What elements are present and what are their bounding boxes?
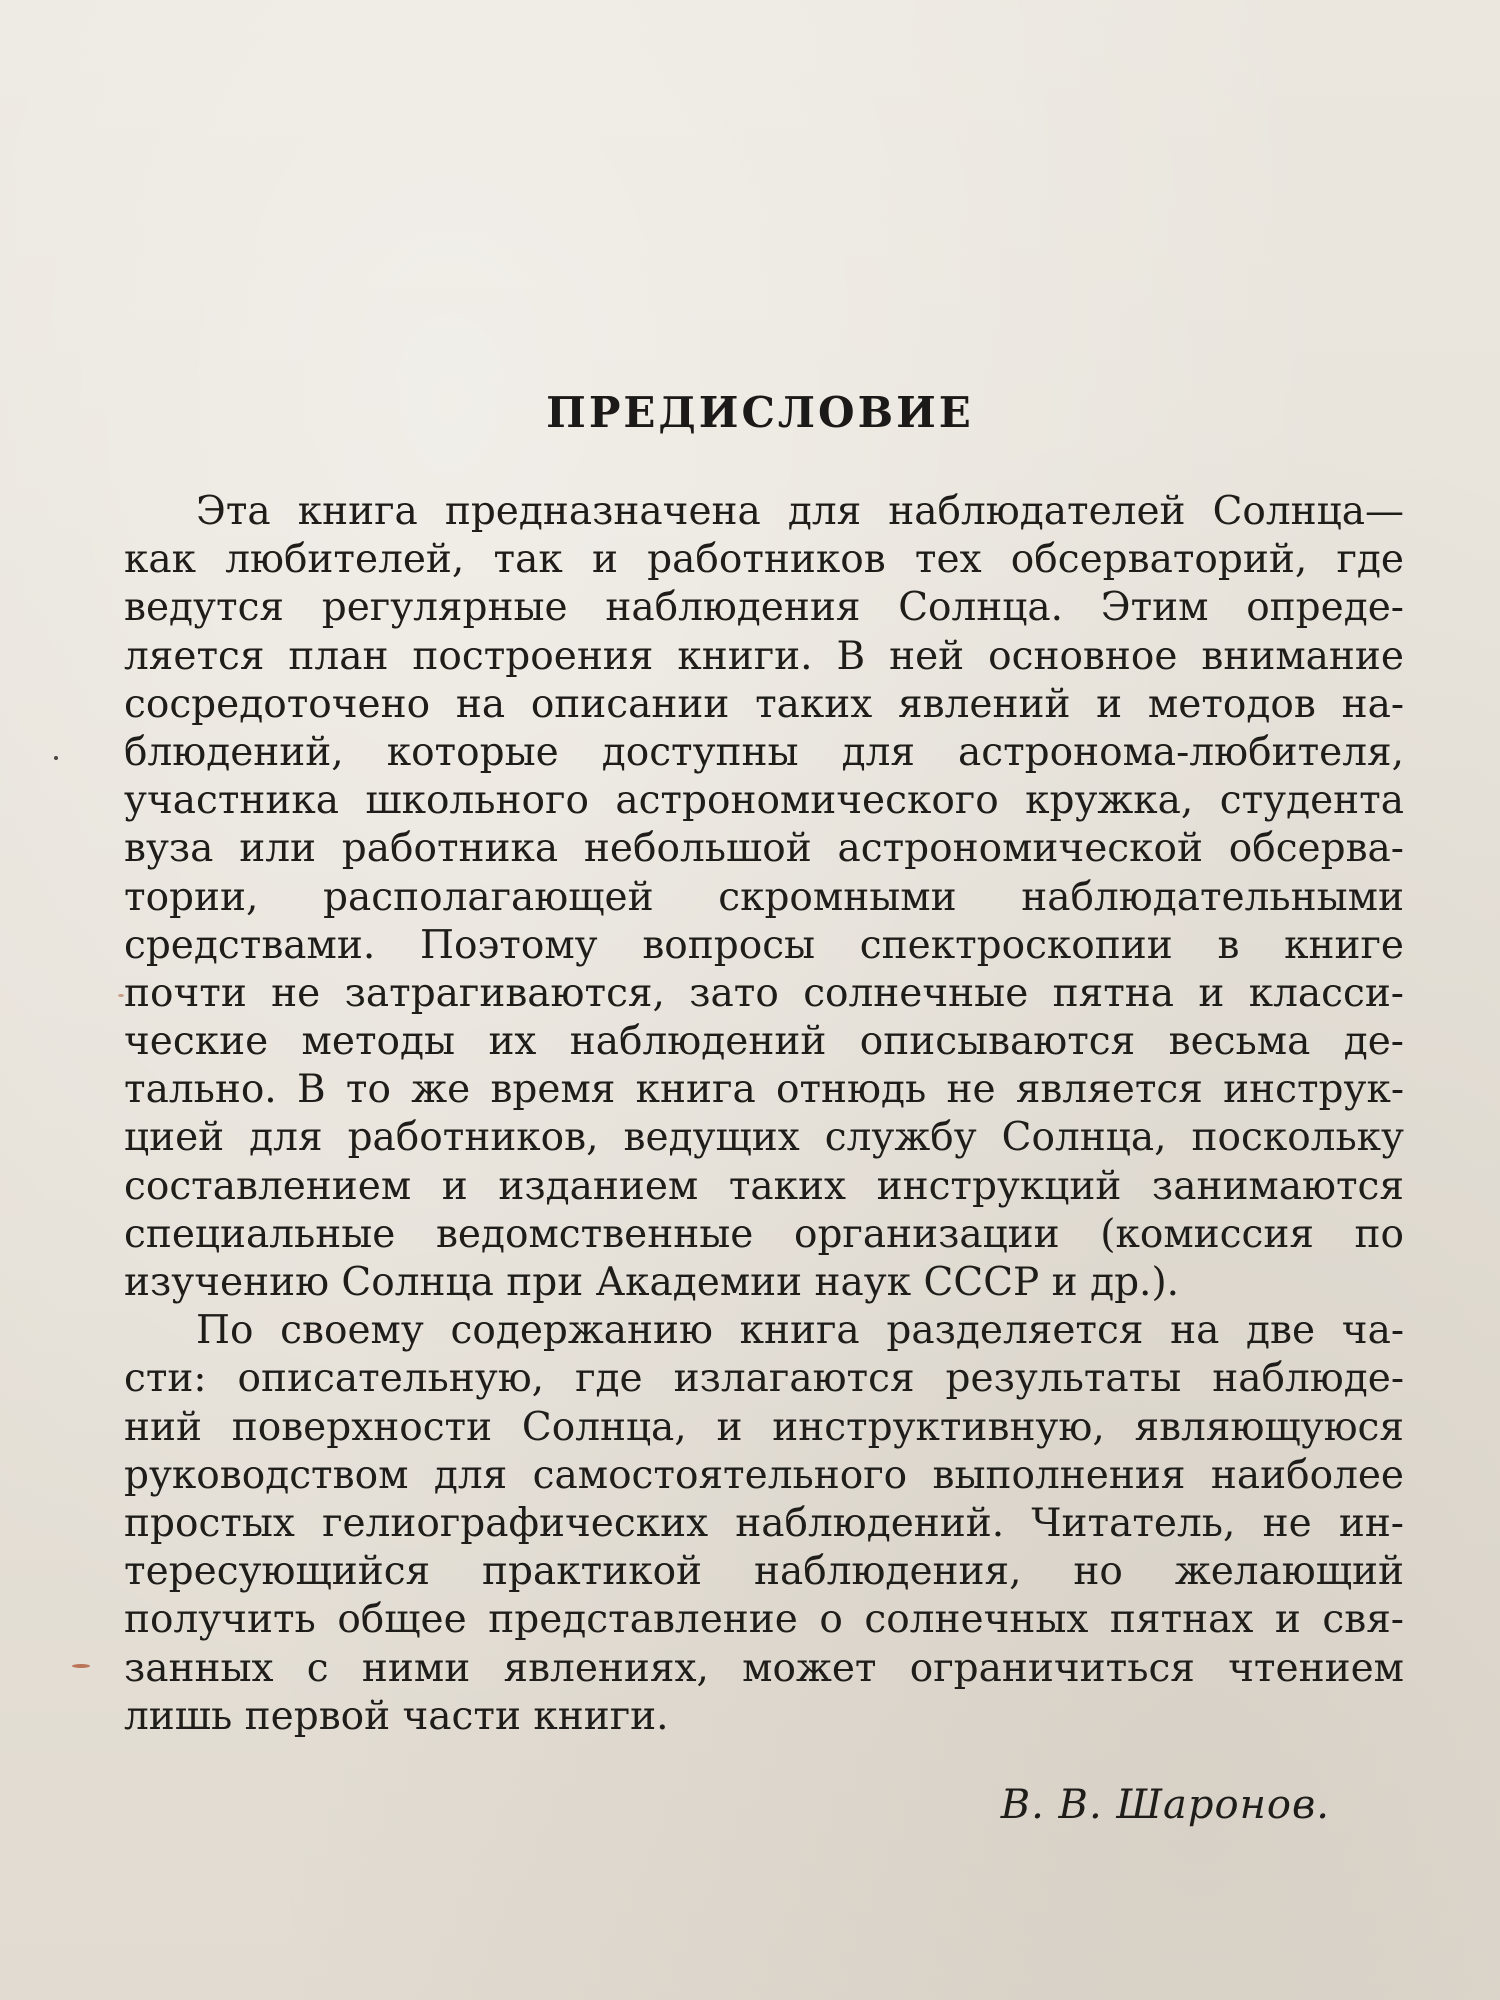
text-line: занных с ними явлениях, может ограничиться чтением bbox=[124, 1645, 1404, 1691]
text-line: вуза или работника небольшой астрономической обсерва- bbox=[124, 826, 1404, 872]
ink-mark bbox=[72, 1664, 90, 1668]
text-line: составлением и изданием таких инструкций занимаются bbox=[124, 1163, 1404, 1209]
paragraph bbox=[124, 488, 1404, 1307]
text-line: специальные ведомственные организации (комиссия по bbox=[124, 1211, 1404, 1257]
text-line: тересующийся практикой наблюдения, но желающий bbox=[124, 1549, 1404, 1595]
text-line: изучению Солнца при Академии наук СССР и др.). bbox=[124, 1260, 1180, 1305]
paper-speck bbox=[118, 994, 124, 997]
text-line: блюдений, которые доступны для астронома-любителя, bbox=[124, 729, 1404, 775]
text-line: тории, располагающей скромными наблюдательными bbox=[124, 874, 1404, 920]
paper-speck bbox=[54, 756, 58, 760]
text-line: как любителей, так и работников тех обсерваторий, где bbox=[124, 537, 1404, 583]
page-heading: ПРЕДИСЛОВИЕ bbox=[546, 388, 974, 437]
text-line: сти: описательную, где излагаются результаты наблюде- bbox=[124, 1356, 1404, 1402]
text-line: По своему содержанию книга разделяется на две ча- bbox=[196, 1308, 1404, 1354]
text-line: ведутся регулярные наблюдения Солнца. Этим опреде- bbox=[124, 585, 1404, 631]
text-line: ляется план построения книги. В ней основное внимание bbox=[124, 633, 1404, 679]
text-line: сосредоточено на описании таких явлений и методов на- bbox=[124, 681, 1404, 727]
text-line: почти не затрагиваются, зато солнечные пятна и класси- bbox=[124, 970, 1404, 1016]
paragraph bbox=[124, 1307, 1404, 1741]
author-signature: В. В. Шаронов. bbox=[1000, 1782, 1330, 1828]
preface-body bbox=[124, 488, 1404, 1741]
text-line: участника школьного астрономического кружка, студента bbox=[124, 778, 1404, 824]
text-line: руководством для самостоятельного выполнения наиболее bbox=[124, 1452, 1404, 1498]
text-line: тально. В то же время книга отнюдь не является инструк- bbox=[124, 1067, 1404, 1113]
text-line: ний поверхности Солнца, и инструктивную, являющуюся bbox=[124, 1404, 1404, 1450]
text-line: лишь первой части книги. bbox=[124, 1693, 669, 1739]
text-line: Эта книга предназначена для наблюдателей Солнца— bbox=[196, 489, 1404, 534]
text-line: получить общее представление о солнечных пятнах и свя- bbox=[124, 1597, 1404, 1643]
text-line: цией для работников, ведущих службу Солнца, поскольку bbox=[124, 1115, 1404, 1161]
text-line: ческие методы их наблюдений описываются весьма де- bbox=[124, 1019, 1404, 1065]
text-line: средствами. Поэтому вопросы спектроскопии в книге bbox=[124, 922, 1404, 968]
text-line: простых гелиографических наблюдений. Читатель, не ин- bbox=[124, 1500, 1404, 1546]
